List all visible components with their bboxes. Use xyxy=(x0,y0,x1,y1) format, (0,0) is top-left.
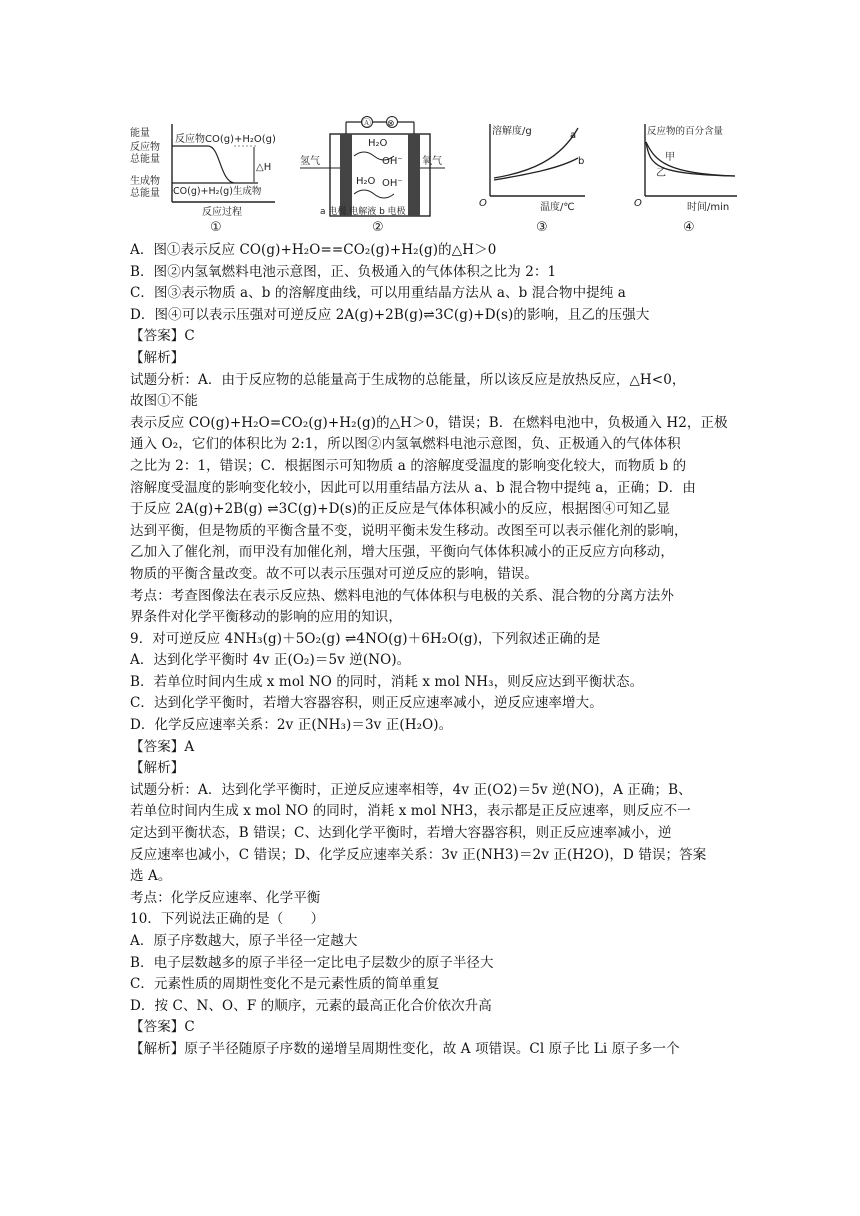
fig4-caption: ④ xyxy=(683,220,695,234)
option-line: D．化学反应速率关系：2v 正(NH₃)＝3v 正(H₂O)。 xyxy=(130,717,453,734)
text-line: C．图③表示物质 a、b 的溶解度曲线，可以用重结晶方法从 a、b 混合物中提纯 a xyxy=(130,285,626,302)
fig1-ylabel-total2: 总能量 xyxy=(130,188,160,199)
text-line: 通入 O₂，它们的体积比为 2:1，所以图②内氢氧燃料电池示意图，负、正极通入的气体体积 xyxy=(130,436,681,453)
text-line: 试题分析：A．达到化学平衡时，正逆反应速率相等，4v 正(O2)＝5v 逆(NO)，A 正确；B、 xyxy=(130,781,692,798)
text-line: 故图①不能 xyxy=(130,393,198,410)
fig3-caption: ③ xyxy=(536,220,548,234)
option-line: D．按 C、N、O、F 的顺序，元素的最高正化合价依次升高 xyxy=(130,997,492,1014)
fig4-ylabel: 反应物的百分含量 xyxy=(647,126,724,137)
fig1-ylabel-reactant: 反应物 xyxy=(130,142,160,153)
text-line: 乙加入了催化剂，而甲没有加催化剂，增大压强，平衡向气体体积减小的正反应方向移动， xyxy=(130,544,674,561)
text-line: 反应速率也减小，C 错误；D、化学反应速率关系：3v 正(NH3)＝2v 正(H2O)，D 错误；答案 xyxy=(130,846,707,863)
fig2-caption: ② xyxy=(372,220,384,234)
fig3-curve-a: a xyxy=(570,130,577,141)
fig4-curve-jia: 甲 xyxy=(665,152,675,163)
text-line: 试题分析：A．由于反应物的总能量高于生成物的总能量，所以该反应是放热反应，△H<0， xyxy=(130,371,686,388)
fig1-bottom-label: CO(g)+H₂(g)生成物 xyxy=(173,186,262,197)
fig1-ylabel-product: 生成物 xyxy=(130,176,160,187)
analysis-label: 【解析】 xyxy=(130,349,185,366)
analysis-label: 【解析】 xyxy=(130,760,185,777)
figure-row xyxy=(130,116,740,234)
fig3-xlabel: 温度/℃ xyxy=(540,202,575,213)
option-line: A．达到化学平衡时 4v 正(O₂)＝5v 逆(NO)。 xyxy=(130,652,411,669)
fig2-h2o-top: H₂O xyxy=(368,138,388,149)
fig2-right-gas: 氧气 xyxy=(422,156,442,167)
document-body xyxy=(130,240,742,1061)
text-line: 考点：考查图像法在表示反应热、燃料电池的气体体积与电极的关系、混合物的分离方法外 xyxy=(130,587,674,604)
option-line: B．电子层数越多的原子半径一定比电子层数少的原子半径大 xyxy=(130,954,494,971)
text-line: 【解析】原子半径随原子序数的递增呈周期性变化，故 A 项错误。Cl 原子比 Li 原子多一个 xyxy=(130,1040,680,1057)
fig2-oh-2: OH⁻ xyxy=(382,178,403,189)
fig2-meter-x: ⊗ xyxy=(387,119,395,129)
text-line: 溶解度受温度的影响变化较小，因此可以用重结晶方法从 a、b 混合物中提纯 a，正确；D．由 xyxy=(130,479,696,496)
text-line: 达到平衡，但是物质的平衡含量不变，说明平衡未发生移动。改图至可以表示催化剂的影响， xyxy=(130,522,688,539)
fig4-curve-yi: 乙 xyxy=(656,168,666,179)
text-line: 选 A。 xyxy=(130,868,172,885)
reactant-content-figure xyxy=(615,116,740,234)
fig1-dh-label: △H xyxy=(256,162,272,173)
text-line: 之比为 2：1，错误；C．根据图示可知物质 a 的溶解度受温度的影响变化较大，而物质 b 的 xyxy=(130,457,687,474)
text-line: 界条件对化学平衡移动的影响的应用的知识， xyxy=(130,609,402,626)
fig4-origin: O xyxy=(634,198,642,209)
option-line: B．若单位时间内生成 x mol NO 的同时，消耗 x mol NH₃，则反应达到平衡状态。 xyxy=(130,673,644,690)
fig1-ylabel-total: 总能量 xyxy=(130,154,160,165)
fig3-curve-b: b xyxy=(578,156,585,167)
fig2-h2o-mid: H₂O xyxy=(356,176,376,187)
fig1-top-label: 反应物CO(g)+H₂O(g) xyxy=(175,134,276,145)
fig1-ylabel-energy: 能量 xyxy=(130,128,150,139)
option-line: C．达到化学平衡时，若增大容器容积，则正反应速率减小，逆反应速率增大。 xyxy=(130,695,603,712)
energy-diagram-figure xyxy=(130,116,280,234)
fig2-bottom-text: a 电极 电解液 b 电极 xyxy=(320,207,406,217)
fig4-xlabel: 时间/min xyxy=(687,202,730,213)
answer-label: 【答案】C xyxy=(130,328,195,345)
answer-label: 【答案】C xyxy=(130,1019,195,1036)
text-line: 表示反应 CO(g)+H₂O=CO₂(g)+H₂(g)的△H＞0，错误；B．在燃料电池中，负极通入 H2，正极 xyxy=(130,414,728,431)
fig2-meter-a: Ⓐ xyxy=(362,119,372,129)
fuel-cell-figure xyxy=(300,116,445,234)
solubility-figure xyxy=(460,116,590,234)
option-line: C．元素性质的周期性变化不是元素性质的简单重复 xyxy=(130,976,440,993)
fig2-oh-1: OH⁻ xyxy=(382,156,403,167)
fig2-left-gas: 氢气 xyxy=(300,156,320,167)
text-line: 物质的平衡含量改变。故不可以表示压强对可逆反应的影响，错误。 xyxy=(130,565,538,582)
answer-label: 【答案】A xyxy=(130,738,195,755)
text-line: 若单位时间内生成 x mol NO 的同时，消耗 x mol NH3，表示都是正反应速率，则反应不一 xyxy=(130,803,691,820)
fig3-origin: O xyxy=(479,198,487,209)
text-line: B．图②内氢氧燃料电池示意图，正、负极通入的气体体积之比为 2：1 xyxy=(130,263,557,280)
text-line: D．图④可以表示压强对可逆反应 2A(g)+2B(g)⇌3C(g)+D(s)的影响，且乙的压强大 xyxy=(130,306,650,323)
text-line: 考点：化学反应速率、化学平衡 xyxy=(130,889,321,906)
text-line: 定达到平衡状态，B 错误；C、达到化学平衡时，若增大容器容积，则正反应速率减小，逆 xyxy=(130,825,672,842)
fig1-caption: ① xyxy=(210,220,222,234)
text-line: 于反应 2A(g)+2B(g) ⇌3C(g)+D(s)的正反应是气体体积减小的反应，根据图④可知乙显 xyxy=(130,501,671,518)
fig3-ylabel: 溶解度/g xyxy=(492,126,532,137)
question-title: 10．下列说法正确的是（ ） xyxy=(130,911,325,928)
fig1-xlabel: 反应过程 xyxy=(202,207,242,218)
question-title: 9．对可逆反应 4NH₃(g)＋5O₂(g) ⇌4NO(g)＋6H₂O(g)，下列叙述正确的是 xyxy=(130,630,601,647)
option-line: A．原子序数越大，原子半径一定越大 xyxy=(130,933,358,949)
text-line: A．图①表示反应 CO(g)+H₂O==CO₂(g)+H₂(g)的△H＞0 xyxy=(130,242,497,258)
